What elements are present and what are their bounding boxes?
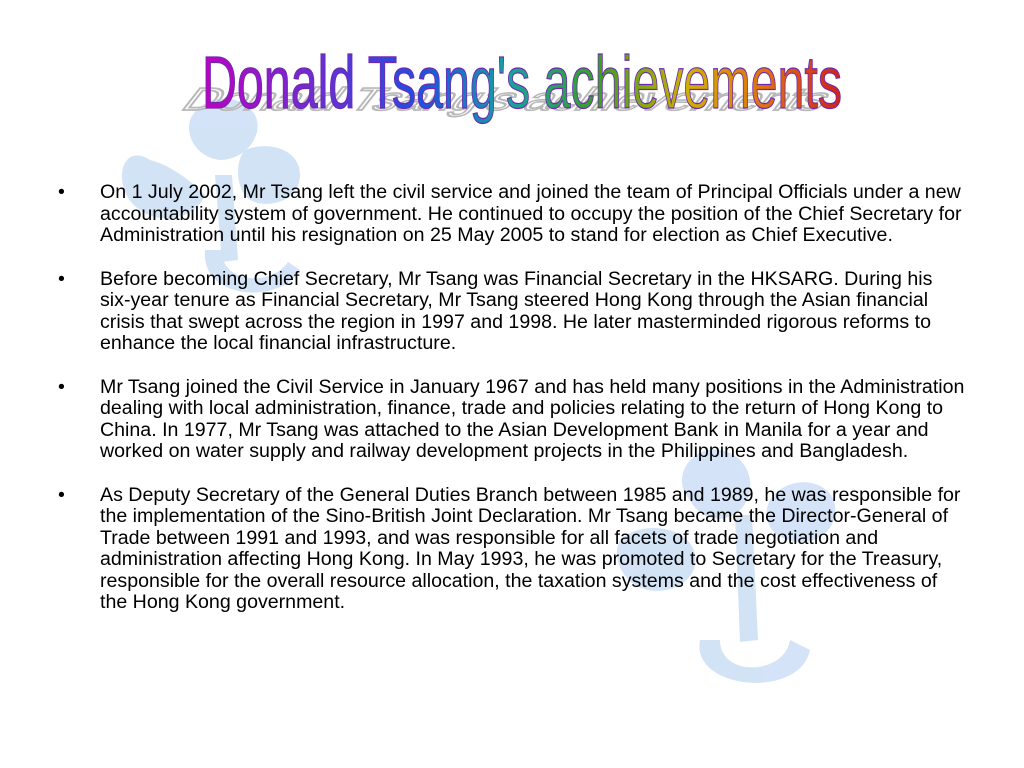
bullet-text: On 1 July 2002, Mr Tsang left the civil service and joined the team of Principal Officials under a new accountability system of government. He continued to occupy the position of the Chief Secretary for Administration until his resignation on 25 May 2005 to stand for election as Chief Executive. xyxy=(100,181,962,246)
list-item xyxy=(58,377,968,463)
decor-bloom-lower xyxy=(699,640,810,683)
body-text xyxy=(58,182,968,636)
bullet-text: As Deputy Secretary of the General Duties Branch between 1985 and 1989, he was responsible for the implementation of the Sino-British Joint Declaration. Mr Tsang became the Director-General of Trade between 1991 and 1993, and was responsible for all facets of trade negotiation and administration affecting Hong Kong. In May 1993, he was promoted to Secretary for the Treasury, responsible for the overall resource allocation, the taxation systems and the cost effectiveness of the Hong Kong government. xyxy=(100,483,961,613)
title-shadow: Donald Tsang's achievements xyxy=(173,81,969,118)
bullet-marker: • xyxy=(58,267,65,290)
bullet-marker: • xyxy=(58,483,65,506)
list-item xyxy=(58,269,968,355)
list-item xyxy=(58,182,968,247)
list-item xyxy=(58,485,968,614)
title-art xyxy=(0,0,1024,140)
bullet-text: Before becoming Chief Secretary, Mr Tsang was Financial Secretary in the HKSARG. During his six-year tenure as Financial Secretary, Mr Tsang steered Hong Kong through the Asian financial crisis that swept across the region in 1997 and 1998. He later masterminded rigorous reforms to enhance the local financial infrastructure. xyxy=(100,267,933,354)
bullet-marker: • xyxy=(58,181,65,203)
bullet-text: Mr Tsang joined the Civil Service in January 1967 and has held many positions in the Administration dealing with local administration, finance, trade and policies relating to the return of Hong Kong to China. In 1977, Mr Tsang was attached to the Asian Development Bank in Manila for a year and worked on water supply and railway development projects in the Philippines and Bangladesh. xyxy=(100,375,965,462)
page-title: Donald Tsang's achievements xyxy=(202,41,842,124)
bullet-list xyxy=(58,182,968,614)
bullet-marker: • xyxy=(58,375,65,398)
